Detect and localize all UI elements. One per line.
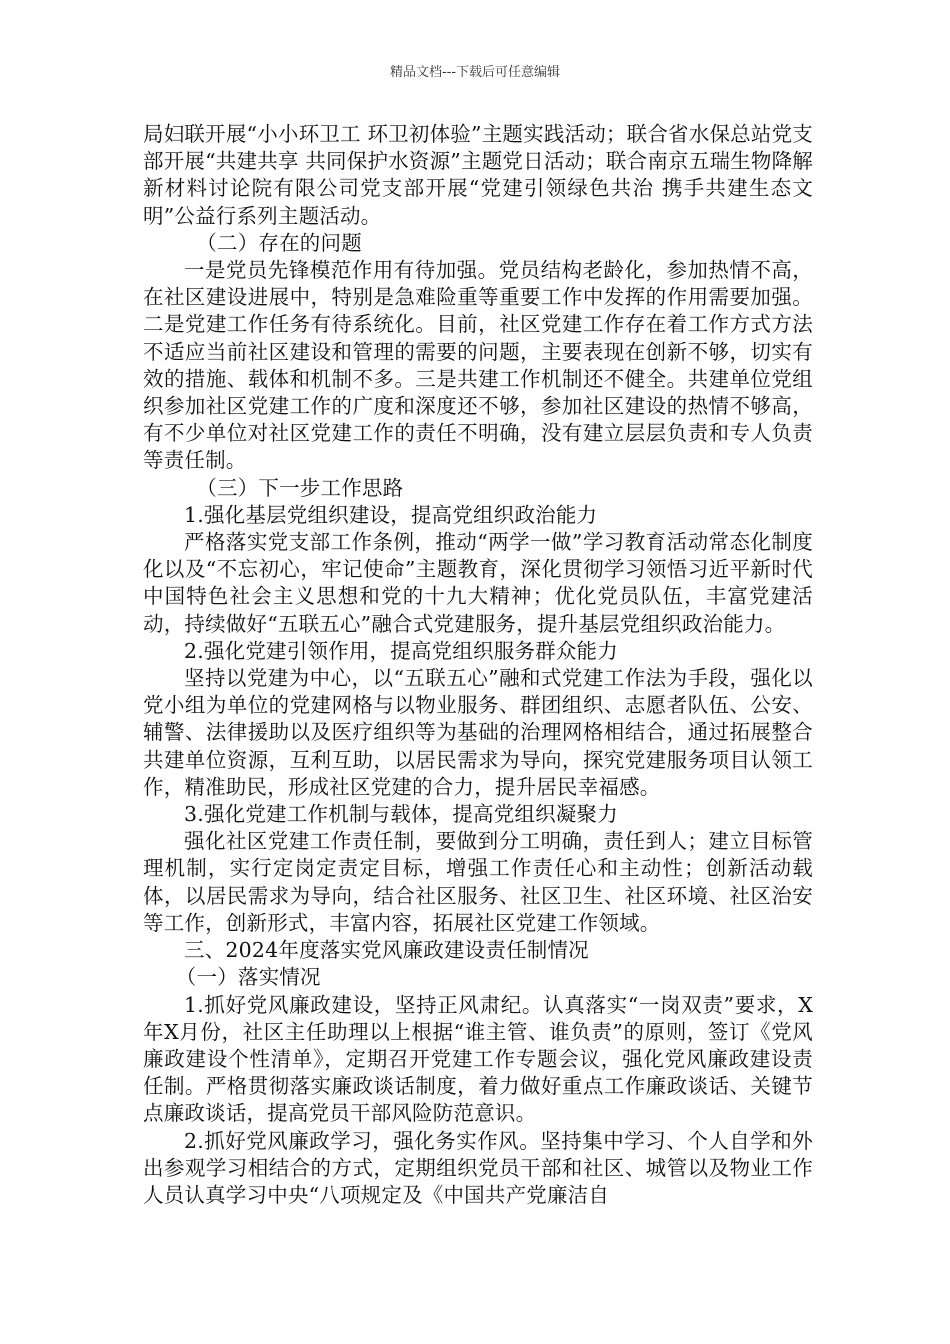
section-heading-3: 三、2024年度落实党风廉政建设责任制情况 <box>184 938 589 963</box>
heading-implementation: （一）落实情况 <box>175 965 321 990</box>
paragraph-cooperation-activities: 局妇联开展“小小环卫工 环卫初体验”主题实践活动；联合省水保总站党支部开展“共建共享 共同保护水资源”主题党日活动；联合南京五瑞生物降解新材料讨论院有限公司党支部开展“党建引领绿色共治 携手共建生态文明”公益行系列主题活动。 <box>143 122 813 228</box>
paragraph-1: 严格落实党支部工作条例，推动“两学一做”学习教育活动常态化制度化以及“不忘初心，牢记使命”主题教育，深化贯彻学习领悟习近平新时代中国特色社会主义思想和党的十九大精神；优化党员队伍，丰富党建活动，持续做好“五联五心”融合式党建服务，提升基层党组织政治能力。 <box>143 530 813 636</box>
paragraph-2: 坚持以党建为中心，以“五联五心”融和式党建工作法为手段，强化以党小组为单位的党建网格与以物业服务、群团组织、志愿者队伍、公安、辅警、法律援助以及医疗组织等为基础的治理网格相结合，通过拓展整合共建单位资源，互利互助，以居民需求为导向，探究党建服务项目认领工作，精准助民，形成社区党建的合力，提升居民幸福感。 <box>143 666 813 799</box>
subheading-3: 3.强化党建工作机制与载体，提高党组织凝聚力 <box>184 802 618 827</box>
paragraph-3: 强化社区党建工作责任制，要做到分工明确，责任到人；建立目标管理机制，实行定岗定责定目标，增强工作责任心和主动性；创新活动载体，以居民需求为导向，结合社区服务、社区卫生、社区环境、社区治安等工作，创新形式，丰富内容，拓展社区党建工作领域。 <box>143 829 813 935</box>
subheading-2: 2.强化党建引领作用，提高党组织服务群众能力 <box>184 638 618 663</box>
paragraph-problems: 一是党员先锋模范作用有待加强。党员结构老龄化，参加热情不高，在社区建设进展中，特别是急难险重等重要工作中发挥的作用需要加强。二是党建工作任务有待系统化。目前，社区党建工作存在着工作方式方法不适应当前社区建设和管理的需要的问题，主要表现在创新不够，切实有效的措施、载体和机制不多。三是共建工作机制还不健全。共建单位党组织参加社区党建工作的广度和深度还不够，参加社区建设的热情不够高，有不少单位对社区党建工作的责任不明确，没有建立层层负责和专人负责等责任制。 <box>143 258 813 473</box>
document-body <box>143 121 813 1209</box>
subheading-1: 1.强化基层党组织建设，提高党组织政治能力 <box>184 502 598 527</box>
heading-existing-problems: （二）存在的问题 <box>196 230 362 255</box>
page-header: 精品文档---下载后可任意编辑 <box>389 65 561 80</box>
heading-next-steps: （三）下一步工作思路 <box>196 475 404 500</box>
paragraph-implementation-1: 1.抓好党风廉政建设，坚持正风肃纪。认真落实“一岗双责”要求，X年X月份，社区主任助理以上根据“谁主管、谁负责”的原则，签订《党风廉政建设个性清单》，定期召开党建工作专题会议，强化党风廉政建设责任制。严格贯彻落实廉政谈话制度，着力做好重点工作廉政谈话、关键节点廉政谈话，提高党员干部风险防范意识。 <box>143 992 813 1126</box>
paragraph-implementation-2: 2.抓好党风廉政学习，强化务实作风。坚持集中学习、个人自学和外出参观学习相结合的方式，定期组织党员干部和社区、城管以及物业工作人员认真学习中央“八项规定及《中国共产党廉洁自 <box>143 1128 813 1207</box>
